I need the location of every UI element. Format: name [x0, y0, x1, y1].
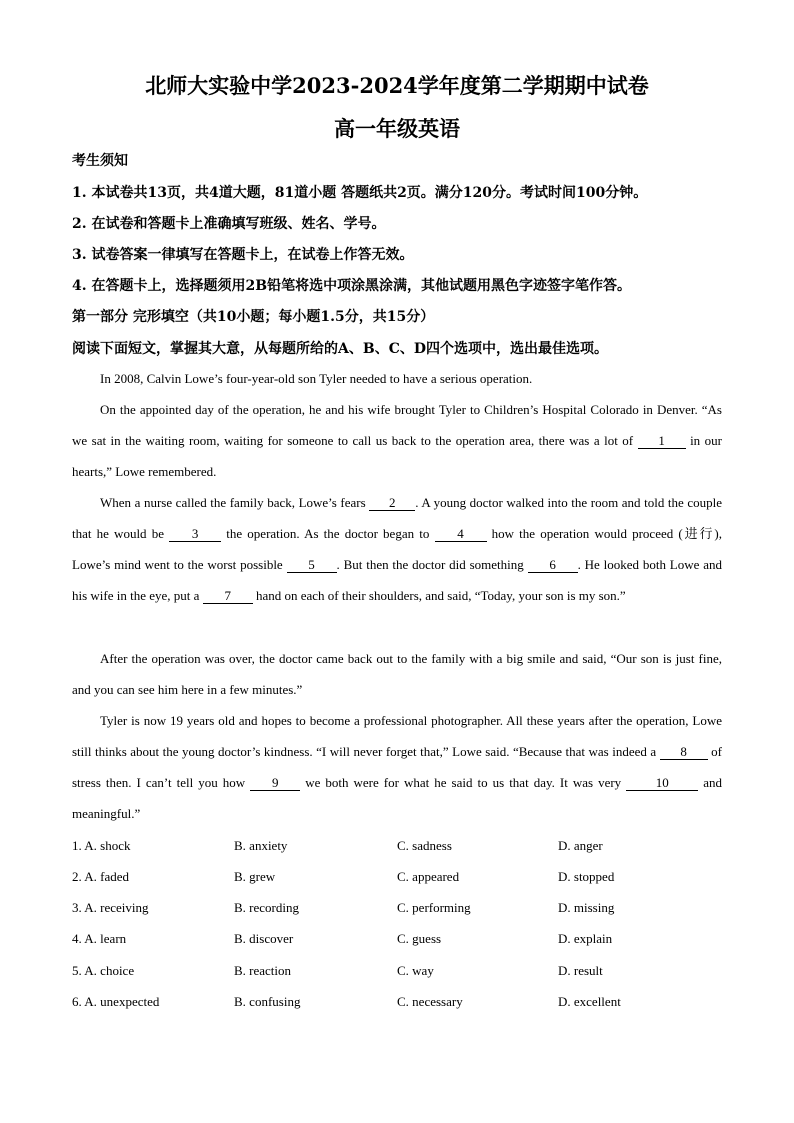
option-1-b[interactable]: B. anxiety [234, 838, 288, 853]
option-6-b[interactable]: B. confusing [234, 994, 301, 1009]
section-heading: 第一部分 完形填空（共10小题；每小题1.5分，共15分） [72, 309, 435, 325]
blank-3: 3 [169, 527, 221, 542]
option-1-d[interactable]: D. anger [558, 838, 603, 853]
option-2-a[interactable]: 2. A. faded [72, 869, 130, 884]
notice-heading: 考生须知 [72, 153, 128, 169]
blank-1: 1 [638, 434, 686, 449]
blank-4: 4 [435, 527, 487, 542]
notice-item-3: 3. 试卷答案一律填写在答题卡上，在试卷上作答无效。 [72, 247, 414, 263]
question-2-options [72, 869, 732, 889]
option-2-b[interactable]: B. grew [234, 869, 276, 884]
option-3-b[interactable]: B. recording [234, 900, 299, 915]
option-1-a[interactable]: 1. A. shock [72, 838, 131, 853]
exam-title: 北师大实验中学2023-2024学年度第二学期期中试卷 [145, 73, 649, 98]
option-4-b[interactable]: B. discover [234, 931, 294, 946]
exam-subtitle: 高一年级英语 [334, 116, 460, 141]
option-4-c[interactable]: C. guess [397, 931, 442, 946]
option-6-a[interactable]: 6. A. unexpected [72, 994, 160, 1009]
passage-paragraph-3: When a nurse called the family back, Lowe’s fears 2 . A young doctor walked into the room and told the couple that he would be 3 the operation. As the doctor began to 4 how the operation would proceed (进行), Lowe’s mind went to the worst possible 5 . But then the doctor did something 6 . He looked both Lowe and his wife in the eye, put a 7 hand on each of their shoulders, and said, “Today, your son is my son.” [72, 495, 722, 603]
notice-item-2: 2. 在试卷和答题卡上准确填写班级、姓名、学号。 [72, 216, 386, 232]
section-instruction: 阅读下面短文，掌握其大意，从每题所给的A、B、C、D四个选项中，选出最佳选项。 [72, 341, 608, 357]
blank-2: 2 [369, 496, 415, 511]
option-5-b[interactable]: B. reaction [234, 963, 292, 978]
question-5-options [72, 963, 732, 983]
option-3-c[interactable]: C. performing [397, 900, 471, 915]
option-1-c[interactable]: C. sadness [397, 838, 452, 853]
option-4-d[interactable]: D. explain [558, 931, 613, 946]
notice-item-4: 4. 在答题卡上，选择题须用2B铅笔将选中项涂黑涂满，其他试题用黑色字迹签字笔作答。 [72, 278, 632, 294]
option-4-a[interactable]: 4. A. learn [72, 931, 127, 946]
option-6-c[interactable]: C. necessary [397, 994, 463, 1009]
option-5-c[interactable]: C. way [397, 963, 434, 978]
blank-10: 10 [626, 776, 698, 791]
question-3-options [72, 900, 732, 920]
passage-paragraph-4: After the operation was over, the doctor came back out to the family with a big smile and said, “Our son is just fine, and you can see him here in a few minutes.” [72, 651, 722, 697]
question-6-options [72, 994, 732, 1014]
notice-item-1: 1. 本试卷共13页，共4道大题，81道小题 答题纸共2页。满分120分。考试时间100分钟。 [72, 185, 648, 201]
blank-9: 9 [250, 776, 300, 791]
blank-7: 7 [203, 589, 253, 604]
passage-paragraph-1: In 2008, Calvin Lowe’s four-year-old son Tyler needed to have a serious operation. [100, 371, 533, 386]
passage-paragraph-5: Tyler is now 19 years old and hopes to become a professional photographer. All these years after the operation, Lowe still thinks about the young doctor’s kindness. “I will never forget that,” Lowe said. “Because that was indeed a 8 of stress then. I can’t tell you how 9 we both were for what he said to us that day. It was very 10 and meaningful.” [72, 713, 722, 821]
blank-5: 5 [287, 558, 337, 573]
option-5-a[interactable]: 5. A. choice [72, 963, 135, 978]
question-1-options [72, 838, 732, 858]
blank-6: 6 [528, 558, 578, 573]
option-3-d[interactable]: D. missing [558, 900, 615, 915]
option-3-a[interactable]: 3. A. receiving [72, 900, 149, 915]
option-5-d[interactable]: D. result [558, 963, 603, 978]
option-6-d[interactable]: D. excellent [558, 994, 621, 1009]
option-2-c[interactable]: C. appeared [397, 869, 460, 884]
question-4-options [72, 931, 732, 951]
blank-8: 8 [660, 745, 708, 760]
passage-paragraph-2: On the appointed day of the operation, he and his wife brought Tyler to Children’s Hospital Colorado in Denver. “As we sat in the waiting room, waiting for someone to call us back to the operation area, there was a lot of 1 in our hearts,” Lowe remembered. [72, 402, 722, 479]
option-2-d[interactable]: D. stopped [558, 869, 615, 884]
